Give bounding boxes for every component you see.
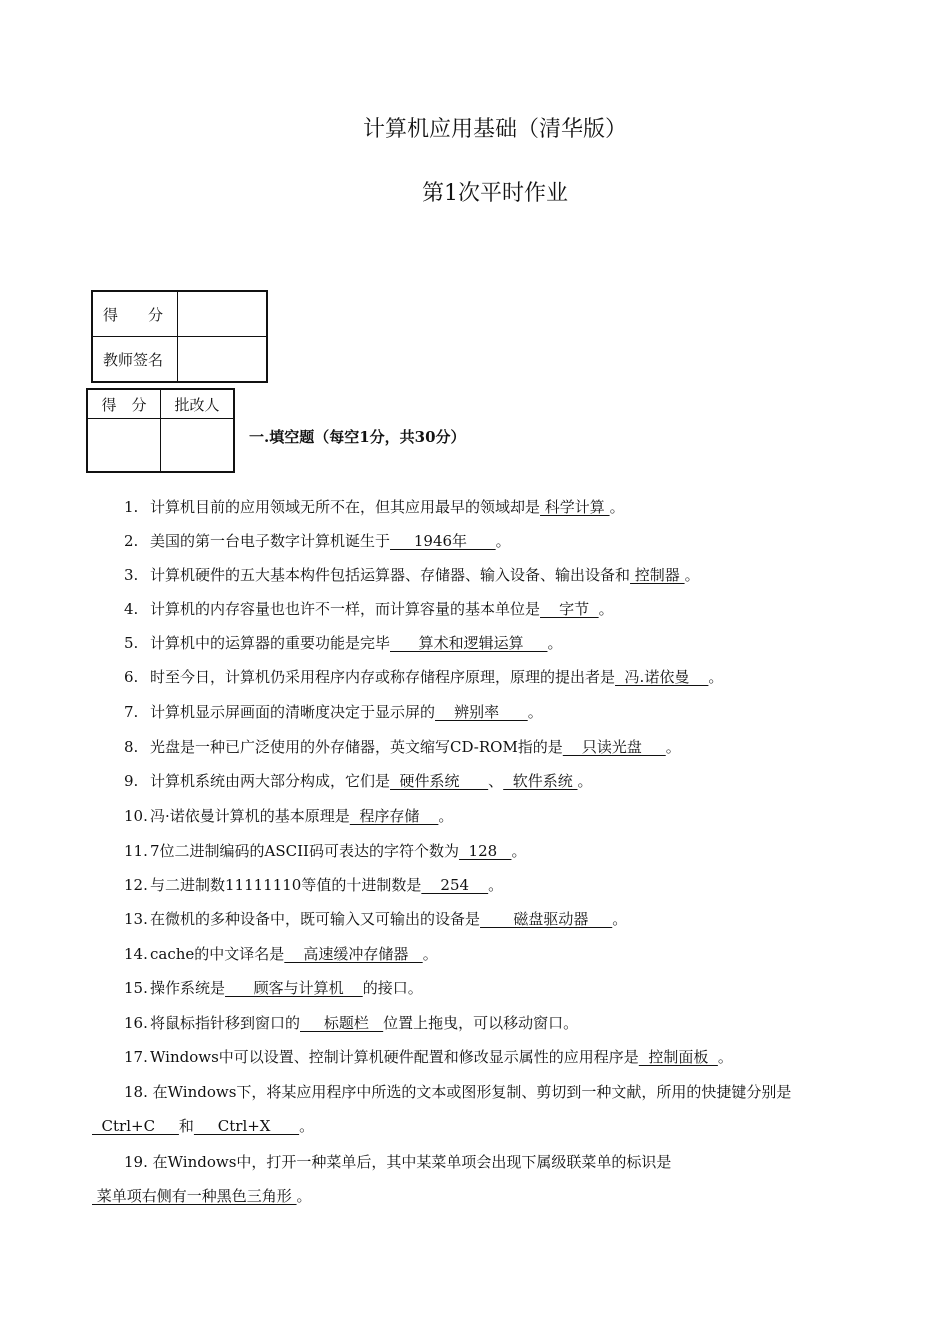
question-number: 3. <box>124 566 139 584</box>
question-number: 8. <box>124 738 139 756</box>
question-item <box>124 805 453 826</box>
question-number: 9. <box>124 772 139 790</box>
question-number: 18. <box>124 1083 148 1101</box>
question-suffix: 。 <box>296 1187 312 1205</box>
question-suffix: 。 <box>511 842 527 860</box>
question-number: 7. <box>124 703 139 721</box>
question-item <box>124 496 625 517</box>
question-item <box>124 632 562 653</box>
score-table <box>91 290 268 383</box>
grader-table <box>86 388 235 473</box>
question-number: 14. <box>124 945 148 963</box>
answer-blank: 算术和逻辑运算 <box>390 634 548 652</box>
question-text: 计算机显示屏画面的清晰度决定于显示屏的 <box>150 703 436 721</box>
answer-blank: 冯.诺依曼 <box>615 668 709 686</box>
question-suffix: 。 <box>598 600 614 618</box>
question-item <box>124 977 423 998</box>
question-text: 计算机目前的应用领域无所不在，但其应用最早的领域却是 <box>150 498 541 516</box>
answer-blank: 控制器 <box>630 566 685 584</box>
question-text: 计算机硬件的五大基本构件包括运算器、存储器、输入设备、输出设备和 <box>150 566 631 584</box>
grader-score-cell[interactable] <box>87 419 161 473</box>
question-text: 在Windows下，将某应用程序中所选的文本或图形复制、剪切到一种文献，所用的快捷键分别是 <box>152 1083 792 1101</box>
question-item <box>124 666 723 687</box>
question-number: 1. <box>124 498 139 516</box>
question-text: 在微机的多种设备中，既可输入又可输出的设备是 <box>150 910 481 928</box>
answer-blank: 辨别率 <box>435 703 528 721</box>
question-separator: 、 <box>488 772 504 790</box>
answer-blank: 字节 <box>540 600 599 618</box>
question-item <box>124 564 700 585</box>
question-text: 与二进制数11111110等值的十进制数是 <box>150 876 422 894</box>
question-item <box>124 1012 578 1033</box>
grader-score-label: 得 分 <box>87 389 161 419</box>
question-item <box>92 1145 828 1213</box>
question-text: 计算机系统由两大部分构成，它们是 <box>150 772 391 790</box>
question-suffix: 。 <box>488 876 504 894</box>
question-number: 2. <box>124 532 139 550</box>
answer-blank: 254 <box>421 876 489 894</box>
question-suffix: 。 <box>708 668 724 686</box>
question-text: 操作系统是 <box>150 979 226 997</box>
section-title: 一.填空题（每空1分，共30分） <box>249 428 466 446</box>
question-number: 19. <box>124 1153 148 1171</box>
teacher-signature-cell[interactable] <box>178 337 268 383</box>
question-item <box>124 701 543 722</box>
question-item <box>124 736 681 757</box>
document-title: 计算机应用基础（清华版） <box>362 117 627 142</box>
question-item <box>124 598 614 619</box>
grader-name-label: 批改人 <box>161 389 235 419</box>
answer-blank: 磁盘驱动器 <box>480 910 613 928</box>
question-item <box>124 943 438 964</box>
question-number: 4. <box>124 600 139 618</box>
question-suffix: 。 <box>665 738 681 756</box>
question-text: 计算机中的运算器的重要功能是完毕 <box>150 634 391 652</box>
grader-name-cell[interactable] <box>161 419 235 473</box>
answer-blank: 128 <box>458 842 512 860</box>
question-number: 15. <box>124 979 148 997</box>
question-suffix: 位置上拖曳，可以移动窗口。 <box>383 1014 579 1032</box>
question-suffix: 。 <box>612 910 628 928</box>
question-separator: 和 <box>178 1117 194 1135</box>
question-suffix: 。 <box>422 945 438 963</box>
question-text: 冯·诺依曼计算机的基本原理是 <box>150 807 350 825</box>
question-number: 11. <box>124 842 148 860</box>
question-item <box>92 1075 828 1143</box>
question-suffix: 。 <box>609 498 625 516</box>
answer-blank: 顾客与计算机 <box>225 979 363 997</box>
question-item <box>124 1046 733 1067</box>
question-text: 美国的第一台电子数字计算机诞生于 <box>150 532 391 550</box>
question-text: 将鼠标指针移到窗口的 <box>150 1014 301 1032</box>
question-text: 时至今日，计算机仍采用程序内存或称存储程序原理，原理的提出者是 <box>150 668 616 686</box>
question-number: 13. <box>124 910 148 928</box>
question-item <box>124 840 526 861</box>
answer-blank: 程序存储 <box>349 807 439 825</box>
question-number: 6. <box>124 668 139 686</box>
answer-blank: 高速缓冲存储器 <box>284 945 423 963</box>
question-text: 在Windows中，打开一种菜单后，其中某菜单项会出现下属级联菜单的标识是 <box>152 1153 672 1171</box>
question-suffix: 。 <box>495 532 511 550</box>
question-suffix: 。 <box>717 1048 733 1066</box>
answer-blank: 菜单项右侧有一种黑色三角形 <box>92 1187 297 1205</box>
question-text: 7位二进制编码的ASCII码可表达的字符个数为 <box>150 842 459 860</box>
answer-blank-2: 软件系统 <box>503 772 578 790</box>
question-number: 17. <box>124 1048 148 1066</box>
question-suffix: 的接口。 <box>362 979 423 997</box>
answer-blank: Ctrl+C <box>92 1117 179 1135</box>
question-suffix: 。 <box>547 634 563 652</box>
document-subtitle: 第1次平时作业 <box>422 181 568 206</box>
answer-blank: 只读光盘 <box>562 738 666 756</box>
question-item <box>124 874 503 895</box>
question-suffix: 。 <box>438 807 454 825</box>
answer-blank: 1946年 <box>390 532 496 550</box>
answer-blank: 科学计算 <box>540 498 610 516</box>
question-number: 5. <box>124 634 139 652</box>
answer-blank-2: Ctrl+X <box>193 1117 300 1135</box>
question-item <box>124 530 511 551</box>
question-text: 计算机的内存容量也也许不一样，而计算容量的基本单位是 <box>150 600 541 618</box>
question-text: Windows中可以设置、控制计算机硬件配置和修改显示属性的应用程序是 <box>150 1048 639 1066</box>
answer-blank: 硬件系统 <box>390 772 489 790</box>
answer-blank: 控制面板 <box>638 1048 718 1066</box>
question-suffix: 。 <box>684 566 700 584</box>
question-number: 10. <box>124 807 148 825</box>
question-suffix: 。 <box>577 772 593 790</box>
score-cell[interactable] <box>178 291 268 337</box>
question-item <box>124 770 593 791</box>
question-number: 16. <box>124 1014 148 1032</box>
question-suffix: 。 <box>299 1117 315 1135</box>
question-item <box>124 908 627 929</box>
question-text: cache的中文译名是 <box>150 945 285 963</box>
question-suffix: 。 <box>527 703 543 721</box>
teacher-signature-label: 教师签名 <box>92 337 178 383</box>
question-text: 光盘是一种已广泛使用的外存储器，英文缩写CD-ROM指的是 <box>150 738 563 756</box>
question-number: 12. <box>124 876 148 894</box>
score-label: 得 分 <box>92 291 178 337</box>
answer-blank: 标题栏 <box>300 1014 384 1032</box>
